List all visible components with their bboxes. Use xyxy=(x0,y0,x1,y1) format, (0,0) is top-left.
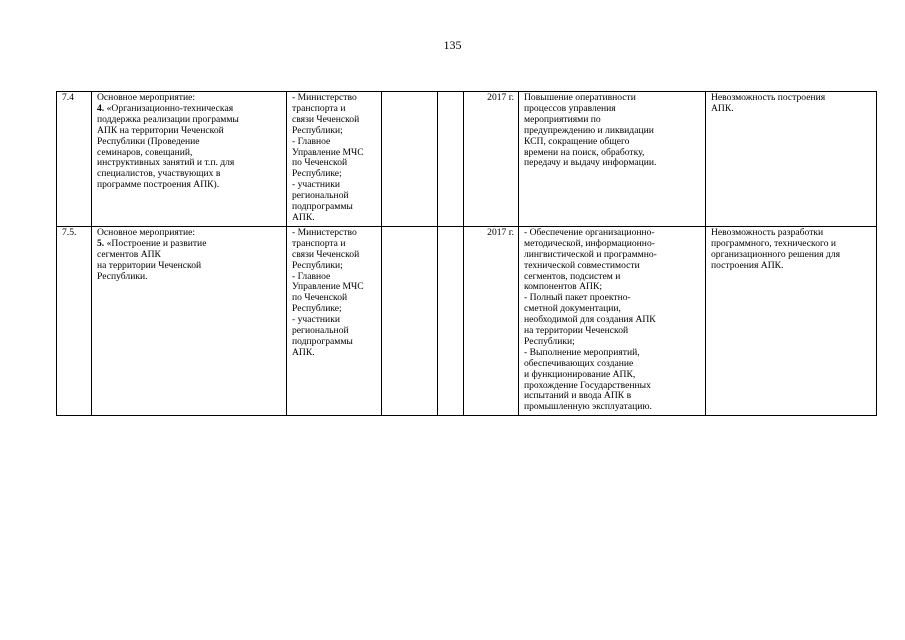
exec-line: региональной xyxy=(292,190,349,202)
result-line: лингвистической и программно- xyxy=(524,248,657,260)
result-line: предупреждению и ликвидации xyxy=(524,124,654,136)
name-line: 4. «Организационно-техническая xyxy=(97,102,234,114)
blank-cell xyxy=(382,92,438,227)
result-line: технической совместимости xyxy=(524,259,640,271)
row-number-cell: 7.5. xyxy=(57,226,92,415)
table-row xyxy=(57,226,877,415)
name-line: семинаров, совещаний, xyxy=(97,146,193,158)
exec-line: Республики; xyxy=(292,259,343,271)
result-line: Повышение оперативности xyxy=(524,92,636,103)
exec-line: Управление МЧС xyxy=(292,281,364,293)
result-line: методической, информационно- xyxy=(524,237,655,249)
risk-cell xyxy=(706,92,877,227)
blank-cell xyxy=(382,226,438,415)
name-line: программе построения АПК). xyxy=(97,179,220,191)
exec-line: региональной xyxy=(292,325,349,337)
exec-line: Республике; xyxy=(292,168,342,180)
result-line: - Полный пакет проектно- xyxy=(524,292,631,304)
exec-line: - Главное xyxy=(292,135,331,147)
table-row xyxy=(57,92,877,227)
risk-line: организационного решения для xyxy=(711,248,840,260)
result-line: компонентов АПК; xyxy=(524,281,603,293)
name-line: Республики. xyxy=(97,270,148,282)
activity-name-cell xyxy=(92,226,287,415)
risk-line: Невозможность построения xyxy=(711,92,826,103)
result-line: сегментов, подсистем и xyxy=(524,270,621,282)
risk-line: построения АПК. xyxy=(711,259,784,271)
result-line: передачу и выдачу информации. xyxy=(524,157,657,169)
name-line: поддержка реализации программы xyxy=(97,113,239,125)
result-line: КСП, сокращение общего xyxy=(524,135,630,147)
result-line: Республики; xyxy=(524,335,575,347)
name-line: АПК на территории Чеченской xyxy=(97,124,224,136)
exec-line: подпрограммы xyxy=(292,201,353,213)
exec-line: АПК. xyxy=(292,346,315,358)
result-line: необходимой для создания АПК xyxy=(524,314,656,326)
name-line: Основное мероприятие: xyxy=(97,226,196,238)
result-line: испытаний и ввода АПК в xyxy=(524,390,632,402)
exec-line: - Министерство xyxy=(292,226,357,238)
page-number: 135 xyxy=(443,38,462,52)
result-line: - Обеспечение организационно- xyxy=(524,226,655,238)
risk-line: АПК. xyxy=(711,102,734,114)
result-line: промышленную эксплуатацию. xyxy=(524,401,652,413)
exec-line: - Министерство xyxy=(292,92,357,103)
exec-line: - участники xyxy=(292,179,340,191)
executors-cell xyxy=(287,226,382,415)
risk-cell xyxy=(706,226,877,415)
expected-result-cell xyxy=(519,226,706,415)
exec-line: по Чеченской xyxy=(292,157,348,169)
name-line: Республики (Проведение xyxy=(97,135,200,147)
exec-line: по Чеченской xyxy=(292,292,348,304)
result-line: мероприятиями по xyxy=(524,113,601,125)
result-line: - Выполнение мероприятий, xyxy=(524,346,640,358)
name-line: на территории Чеченской xyxy=(97,259,202,271)
exec-line: транспорта и xyxy=(292,102,346,114)
result-line: сметной документации, xyxy=(524,303,621,315)
risk-line: программного, технического и xyxy=(711,237,837,249)
result-line: и функционирование АПК, xyxy=(524,368,636,380)
name-line: 5. «Построение и развитие xyxy=(97,237,207,249)
row-number-cell: 7.4 xyxy=(57,92,92,227)
blank-cell-2 xyxy=(438,226,464,415)
name-line: Основное мероприятие: xyxy=(97,92,196,103)
year-cell: 2017 г. xyxy=(464,92,519,227)
exec-line: связи Чеченской xyxy=(292,248,360,260)
exec-line: связи Чеченской xyxy=(292,113,360,125)
expected-result-cell xyxy=(519,92,706,227)
name-line: сегментов АПК xyxy=(97,248,161,260)
result-line: на территории Чеченской xyxy=(524,325,629,337)
result-line: процессов управления xyxy=(524,102,616,114)
activities-table xyxy=(56,91,877,416)
exec-line: подпрограммы xyxy=(292,335,353,347)
exec-line: - участники xyxy=(292,314,340,326)
exec-line: Республике; xyxy=(292,303,342,315)
blank-cell-2 xyxy=(438,92,464,227)
result-line: обеспечивающих создание xyxy=(524,357,634,369)
risk-line: Невозможность разработки xyxy=(711,226,824,238)
result-line: времени на поиск, обработку, xyxy=(524,146,645,158)
activity-name-cell xyxy=(92,92,287,227)
exec-line: Управление МЧС xyxy=(292,146,364,158)
result-line: прохождение Государственных xyxy=(524,379,651,391)
executors-cell xyxy=(287,92,382,227)
name-line: специалистов, участвующих в xyxy=(97,168,221,180)
exec-line: АПК. xyxy=(292,211,315,223)
year-cell: 2017 г. xyxy=(464,226,519,415)
name-line: инструктивных занятий и т.п. для xyxy=(97,157,235,169)
exec-line: транспорта и xyxy=(292,237,346,249)
exec-line: - Главное xyxy=(292,270,331,282)
exec-line: Республики; xyxy=(292,124,343,136)
